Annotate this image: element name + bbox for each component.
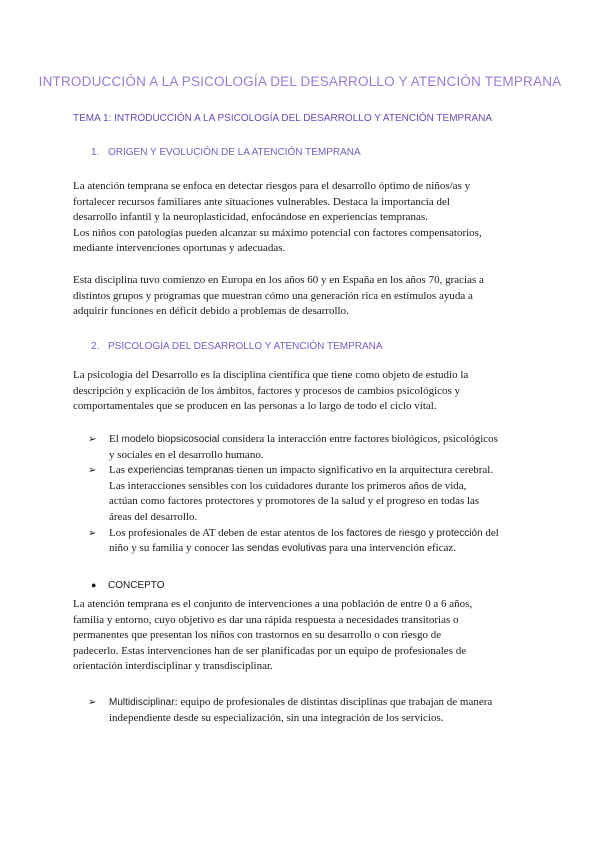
bold-term: sendas evolutivas	[246, 543, 327, 555]
text-line: independiente desde su especialización, sin una integración de los servicios.	[109, 711, 444, 724]
section-1-paragraph-1	[73, 179, 533, 257]
text-line: Los niños con patologías pueden alcanzar su máximo potencial con factores compensatorios,	[73, 226, 482, 239]
text-span: Los profesionales de AT deben de estar atentos de los	[109, 526, 347, 539]
section-2-title: PSICOLOGÍA DEL DESARROLLO Y ATENCIÓN TEMPRANA	[108, 341, 383, 352]
text-line: permanentes que presentan los niños con trastornos en su desarrollo o con riesgo de	[73, 629, 442, 642]
arrow-bullet-icon: ➢	[88, 465, 97, 477]
bold-term: experiencias tempranas	[127, 465, 234, 477]
arrow-bullet-icon: ➢	[88, 527, 97, 539]
bold-term: Multidisciplinar	[109, 697, 175, 708]
text-line: y sociales en el desarrollo humano.	[109, 448, 264, 461]
section-2-heading	[91, 341, 383, 352]
text-span: : equipo de profesionales de distintas disciplinas que trabajan de manera	[174, 696, 493, 708]
list-item	[88, 695, 533, 726]
text-span: considera la interacción entre factores biológicos, psicológicos	[219, 433, 498, 445]
concept-heading	[91, 580, 165, 591]
text-line: Esta disciplina tuvo comienzo en Europa en los años 60 y en España en los años 70, gracias a	[73, 274, 484, 286]
document-title: INTRODUCCIÓN A LA PSICOLOGÍA DEL DESARROLLO Y ATENCIÓN TEMPRANA	[38, 74, 562, 89]
text-span: niño y su familia y conocer las	[109, 542, 247, 555]
section-1-paragraph-2	[73, 273, 533, 320]
list-item	[88, 432, 533, 463]
text-line: La psicología del Desarrollo es la disciplina científica que tiene como objeto de estudio la	[73, 369, 469, 381]
arrow-bullet-icon: ➢	[88, 697, 97, 708]
section-2-paragraph	[73, 368, 533, 415]
bold-term: factores de riesgo y protección	[346, 527, 483, 539]
text-span: para una intervención eficaz.	[326, 542, 457, 555]
text-line: descripción y explicación de los ámbitos, factores y procesos de cambios psicológicos y	[73, 384, 461, 397]
list-item	[88, 526, 533, 557]
text-line: desarrollo infantil y la neuroplasticidad, enfocándose en experiencias tempranas.	[73, 211, 428, 224]
text-line: mediante intervenciones oportunas y adecuadas.	[73, 242, 286, 255]
section-2-bullet-list	[88, 432, 533, 557]
text-line: padecerlo. Estas intervenciones han de ser planificadas por un equipo de profesionales de	[73, 644, 467, 657]
text-line: adquirir funciones en déficit debido a problemas de desarrollo.	[73, 305, 349, 318]
bullet-dot-icon: ●	[91, 580, 97, 590]
text-line: La atención temprana se enfoca en detectar riesgos para el desarrollo óptimo de niños/as y	[73, 180, 471, 192]
text-span: del	[482, 526, 499, 539]
text-line: áreas del desarrollo.	[109, 510, 198, 523]
text-line: orientación interdisciplinar y transdisciplinar.	[73, 660, 273, 673]
section-1-heading	[91, 147, 361, 158]
section-1-title: ORIGEN Y EVOLUCIÓN DE LA ATENCIÓN TEMPRANA	[108, 147, 361, 158]
concept-bullet-list	[88, 695, 533, 726]
list-item	[88, 463, 533, 525]
text-line: distintos grupos y programas que muestran cómo una generación rica en estímulos ayuda a	[73, 289, 473, 302]
tema-heading: TEMA 1: INTRODUCCIÓN A LA PSICOLOGÍA DEL DESARROLLO Y ATENCIÓN TEMPRANA	[73, 113, 493, 124]
text-line: fortalecer recursos familiares ante situaciones vulnerables. Destaca la importancia del	[73, 195, 450, 208]
text-line: familia y entorno, cuyo objetivo es dar una rápida respuesta a necesidades transitorias o	[73, 613, 459, 626]
text-span: El	[109, 433, 122, 445]
text-line: Las interacciones sensibles con los cuidadores durante los primeros años de vida,	[109, 479, 467, 492]
concept-paragraph	[73, 597, 533, 675]
section-2-number: 2.	[91, 341, 100, 352]
arrow-bullet-icon: ➢	[88, 434, 97, 445]
text-span: Las	[109, 464, 128, 477]
text-line: actúan como factores protectores y promotores de la salud y el progreso en todas las	[109, 495, 480, 508]
bold-term: modelo biopsicosocial	[121, 434, 220, 445]
text-line: comportamentales que se producen en las personas a lo largo de todo el ciclo vital.	[73, 400, 437, 413]
text-line: La atención temprana es el conjunto de intervenciones a una población de entre 0 a 6 años,	[73, 598, 473, 610]
concept-title: CONCEPTO	[108, 580, 165, 591]
text-span: tienen un impacto significativo en la arquitectura cerebral.	[233, 464, 494, 477]
section-1-number: 1.	[91, 147, 100, 158]
